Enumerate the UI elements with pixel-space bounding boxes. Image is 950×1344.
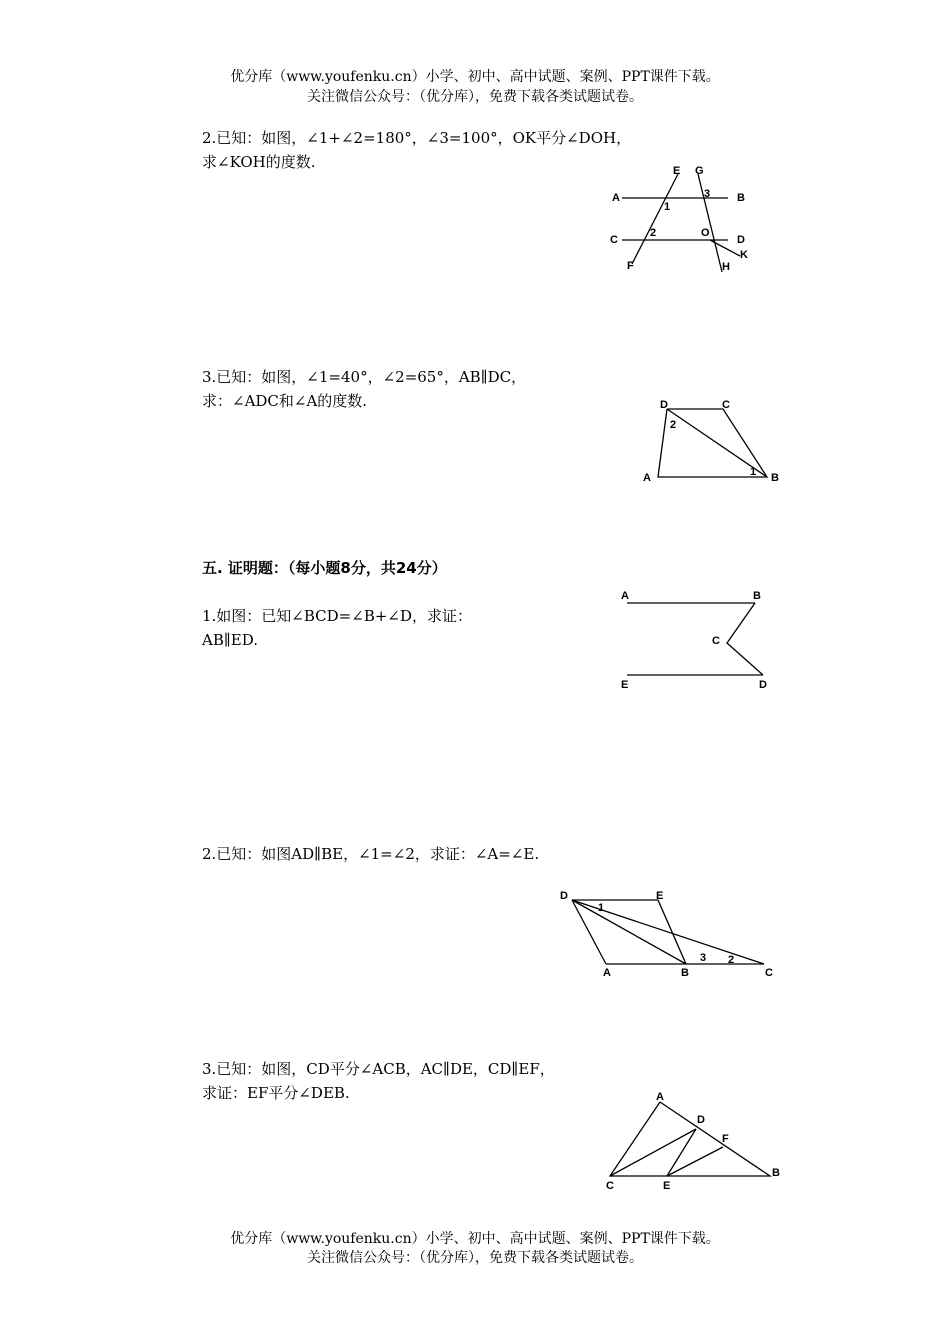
label-D: D [560, 890, 568, 902]
label-A: A [612, 192, 620, 204]
section-5-title: 五. 证明题：（每小题8分，共24分） [202, 559, 447, 577]
page-header-line-1: 优分库（www.youfenku.cn）小学、初中、高中试题、案例、PPT课件下载。 [230, 69, 720, 85]
label-E: E [673, 165, 681, 177]
proof-1-figure [615, 585, 785, 695]
label-B: B [771, 472, 779, 484]
label-G: G [695, 165, 704, 177]
angle-1: 1 [750, 466, 757, 478]
label-F: F [627, 260, 634, 272]
label-A: A [621, 590, 629, 602]
page-header-line-2: 关注微信公众号：（优分库），免费下载各类试题试卷。 [307, 89, 643, 105]
problem-2-figure [600, 160, 770, 280]
proof-3-statement: 3.已知：如图，CD平分∠ACB，AC∥DE，CD∥EF， [202, 1060, 555, 1078]
line-ef [632, 174, 678, 264]
label-C: C [722, 399, 730, 411]
problem-2-question: 求∠KOH的度数. [202, 153, 316, 171]
problem-3-question: 求：∠ADC和∠A的度数. [202, 392, 368, 410]
page-footer-line-1: 优分库（www.youfenku.cn）小学、初中、高中试题、案例、PPT课件下载。 [230, 1231, 720, 1247]
label-K: K [740, 249, 748, 261]
label-D: D [697, 1114, 705, 1126]
label-A: A [656, 1091, 664, 1103]
label-B: B [681, 967, 689, 979]
proof-3-figure [600, 1085, 790, 1195]
proof-1-statement: 1.如图：已知∠BCD=∠B+∠D，求证： [202, 607, 473, 625]
angle-2: 2 [670, 419, 677, 431]
label-D: D [660, 399, 668, 411]
problem-3-statement: 3.已知：如图，∠1=40°，∠2=65°，AB∥DC， [202, 368, 527, 386]
label-C: C [610, 234, 618, 246]
proof-2-statement: 2.已知：如图AD∥BE，∠1=∠2，求证：∠A=∠E. [202, 845, 540, 863]
label-D: D [737, 234, 745, 246]
problem-2-statement: 2.已知：如图，∠1+∠2=180°，∠3=100°，OK平分∠DOH， [202, 129, 632, 147]
label-C: C [765, 967, 773, 979]
proof-3-conclusion: 求证：EF平分∠DEB. [202, 1084, 350, 1102]
angle-2: 2 [650, 227, 657, 239]
proof-1-conclusion: AB∥ED. [202, 631, 258, 649]
label-A: A [603, 967, 611, 979]
angle-2: 2 [728, 954, 735, 966]
angle-1: 1 [664, 201, 671, 213]
angle-3: 3 [704, 188, 711, 200]
label-O: O [701, 227, 710, 239]
label-B: B [772, 1167, 780, 1179]
line-cd [610, 1129, 696, 1176]
label-C: C [606, 1180, 614, 1192]
label-A: A [643, 472, 651, 484]
page-footer-line-2: 关注微信公众号：（优分库），免费下载各类试题试卷。 [307, 1250, 643, 1266]
proof-2-figure [550, 880, 790, 985]
ray-ok [710, 240, 740, 256]
label-D: D [759, 679, 767, 691]
label-E: E [656, 890, 664, 902]
angle-3: 3 [700, 952, 707, 964]
label-E: E [663, 1180, 671, 1192]
label-B: B [737, 192, 745, 204]
label-F: F [722, 1133, 729, 1145]
problem-3-figure [635, 395, 795, 490]
angle-1: 1 [598, 902, 605, 914]
zigzag-bcd [727, 603, 763, 675]
line-eb [658, 900, 686, 964]
label-E: E [621, 679, 629, 691]
label-C: C [712, 635, 720, 647]
label-H: H [722, 261, 730, 273]
label-B: B [753, 590, 761, 602]
